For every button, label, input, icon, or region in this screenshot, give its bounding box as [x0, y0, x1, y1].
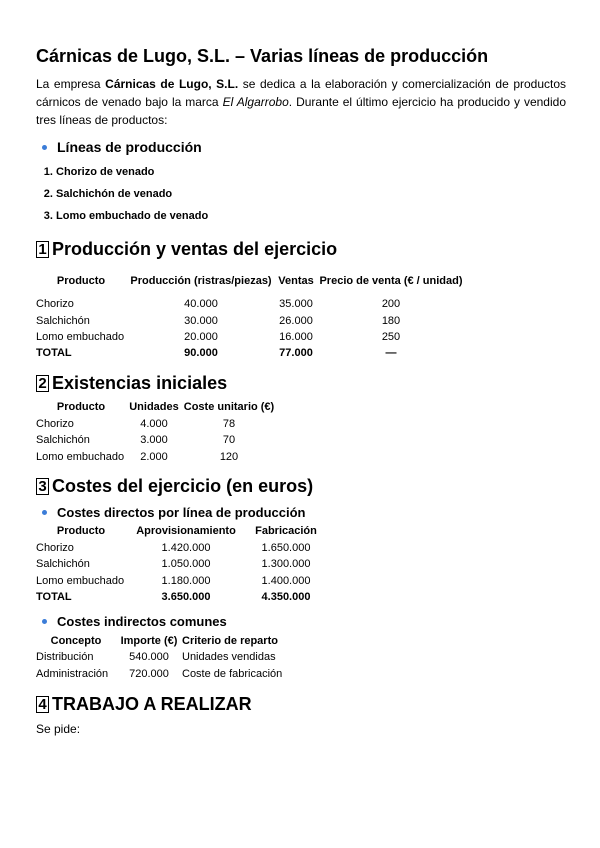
intro-text-3: . Durante el último ejercicio ha producido y vendido tres líneas de productos: [36, 95, 566, 127]
table-cell: 540.000 [129, 651, 169, 664]
indirect-costs-heading [36, 614, 566, 629]
table-cell: 180 [381, 314, 401, 327]
section-2-heading [36, 371, 566, 397]
table-row [36, 540, 326, 556]
document-page [36, 44, 566, 737]
table-row [36, 312, 466, 328]
bullet-icon [42, 145, 47, 150]
column-header: Ventas [278, 274, 314, 287]
table-cell: 90.000 [184, 347, 218, 360]
table-cell: Unidades vendidas [182, 651, 276, 664]
table-cell: 40.000 [184, 298, 218, 311]
table-cell: 16.000 [279, 330, 313, 343]
section-title: Producción y ventas del ejercicio [52, 238, 338, 259]
column-header: Producción (ristras/piezas) [130, 274, 272, 287]
table-cell: 250 [381, 330, 401, 343]
section-number: 3 [36, 478, 49, 495]
column-header: Producto [56, 274, 106, 287]
lines-heading [36, 139, 566, 155]
initial-stock-table [36, 400, 276, 465]
table-cell: 1.180.000 [161, 574, 211, 587]
section-number: 4 [36, 696, 49, 713]
table-row [36, 649, 312, 665]
table-total-row [36, 589, 326, 605]
table-cell: 35.000 [279, 298, 313, 311]
direct-costs-heading [36, 505, 566, 520]
table-cell: 78 [222, 417, 236, 430]
direct-costs-heading-label: Costes directos por línea de producción [57, 504, 306, 520]
table-cell: 4.000 [140, 417, 168, 430]
table-header-row [36, 633, 312, 649]
table-cell: Lomo embuchado [36, 450, 125, 463]
table-cell: 720.000 [129, 667, 169, 680]
table-cell: 1.650.000 [261, 541, 311, 554]
indirect-costs-table [36, 633, 312, 682]
column-header: Importe (€) [120, 634, 178, 647]
table-cell: 2.000 [140, 450, 168, 463]
intro-text-1: La empresa [36, 77, 106, 91]
table-cell: Chorizo [36, 417, 74, 430]
table-cell: 20.000 [184, 330, 218, 343]
table-cell: Distribución [36, 651, 94, 664]
table-cell: 70 [222, 434, 236, 447]
table-cell: Chorizo [36, 541, 74, 554]
table-cell: 200 [381, 298, 401, 311]
table-row [36, 432, 276, 448]
section-title: Costes del ejercicio (en euros) [52, 476, 314, 497]
table-row [36, 296, 466, 312]
bullet-icon [42, 619, 47, 624]
table-header-row [36, 400, 276, 416]
intro-paragraph [36, 75, 566, 129]
table-cell: 4.350.000 [261, 591, 311, 604]
column-header: Unidades [129, 401, 179, 414]
brand-name: El Algarrobo [222, 95, 289, 109]
section-3-heading [36, 474, 566, 500]
table-cell: Salchichón [36, 314, 90, 327]
section-title: Existencias iniciales [52, 373, 228, 394]
section-1-heading [36, 236, 566, 262]
table-cell: — [385, 347, 397, 360]
company-name: Cárnicas de Lugo, S.L. [105, 77, 239, 91]
table-cell: Coste de fabricación [182, 667, 283, 680]
direct-costs-table [36, 524, 326, 606]
column-header: Precio de venta (€ / unidad) [319, 274, 463, 287]
table-total-row [36, 345, 466, 361]
table-row [36, 416, 276, 432]
column-header: Concepto [50, 634, 102, 647]
table-row [36, 329, 466, 345]
table-cell: 1.420.000 [161, 541, 211, 554]
lines-heading-label: Líneas de producción [57, 139, 202, 155]
list-item: 1. Chorizo de venado [56, 161, 566, 183]
table-cell: 30.000 [184, 314, 218, 327]
table-cell: TOTAL [36, 591, 72, 604]
table-cell: 1.050.000 [161, 558, 211, 571]
table-cell: 77.000 [279, 347, 313, 360]
section-number: 1 [36, 241, 49, 258]
table-cell: 3.000 [140, 434, 168, 447]
table-header-row [36, 524, 326, 540]
section-title: TRABAJO A REALIZAR [52, 693, 252, 714]
list-item: 2. Salchichón de venado [56, 183, 566, 205]
section-number: 2 [36, 375, 49, 392]
table-cell: TOTAL [36, 347, 72, 360]
document-title: Cárnicas de Lugo, S.L. – Varias líneas de producción [36, 46, 489, 66]
table-cell: 120 [219, 450, 239, 463]
column-header: Fabricación [255, 525, 317, 538]
table-cell: 1.300.000 [261, 558, 311, 571]
table-cell: 3.650.000 [161, 591, 211, 604]
indirect-costs-heading-label: Costes indirectos comunes [57, 614, 227, 630]
table-row [36, 573, 326, 589]
column-header: Producto [56, 401, 106, 414]
task-text: Se pide: [36, 722, 81, 737]
table-row [36, 556, 326, 572]
table-row [36, 448, 276, 464]
column-header: Producto [56, 525, 106, 538]
production-lines-list [36, 161, 566, 227]
column-header: Coste unitario (€) [183, 401, 275, 414]
table-row [36, 666, 312, 682]
table-cell: Administración [36, 667, 109, 680]
table-cell: Salchichón [36, 434, 90, 447]
table-cell: Lomo embuchado [36, 330, 125, 343]
intro-text-2: se dedica a la elaboración y comercialización de productos cárnicos de venado bajo la marca [36, 77, 567, 109]
bullet-icon [42, 510, 47, 515]
section-4-heading [36, 691, 566, 717]
column-header: Criterio de reparto [182, 634, 278, 647]
table-cell: Chorizo [36, 298, 74, 311]
table-cell: Salchichón [36, 558, 90, 571]
list-item: 3. Lomo embuchado de venado [56, 205, 566, 227]
column-header: Aprovisionamiento [136, 525, 236, 538]
table-cell: 1.400.000 [261, 574, 311, 587]
production-sales-table [36, 266, 466, 362]
table-cell: 26.000 [279, 314, 313, 327]
table-header-row [36, 266, 466, 296]
table-cell: Lomo embuchado [36, 574, 125, 587]
